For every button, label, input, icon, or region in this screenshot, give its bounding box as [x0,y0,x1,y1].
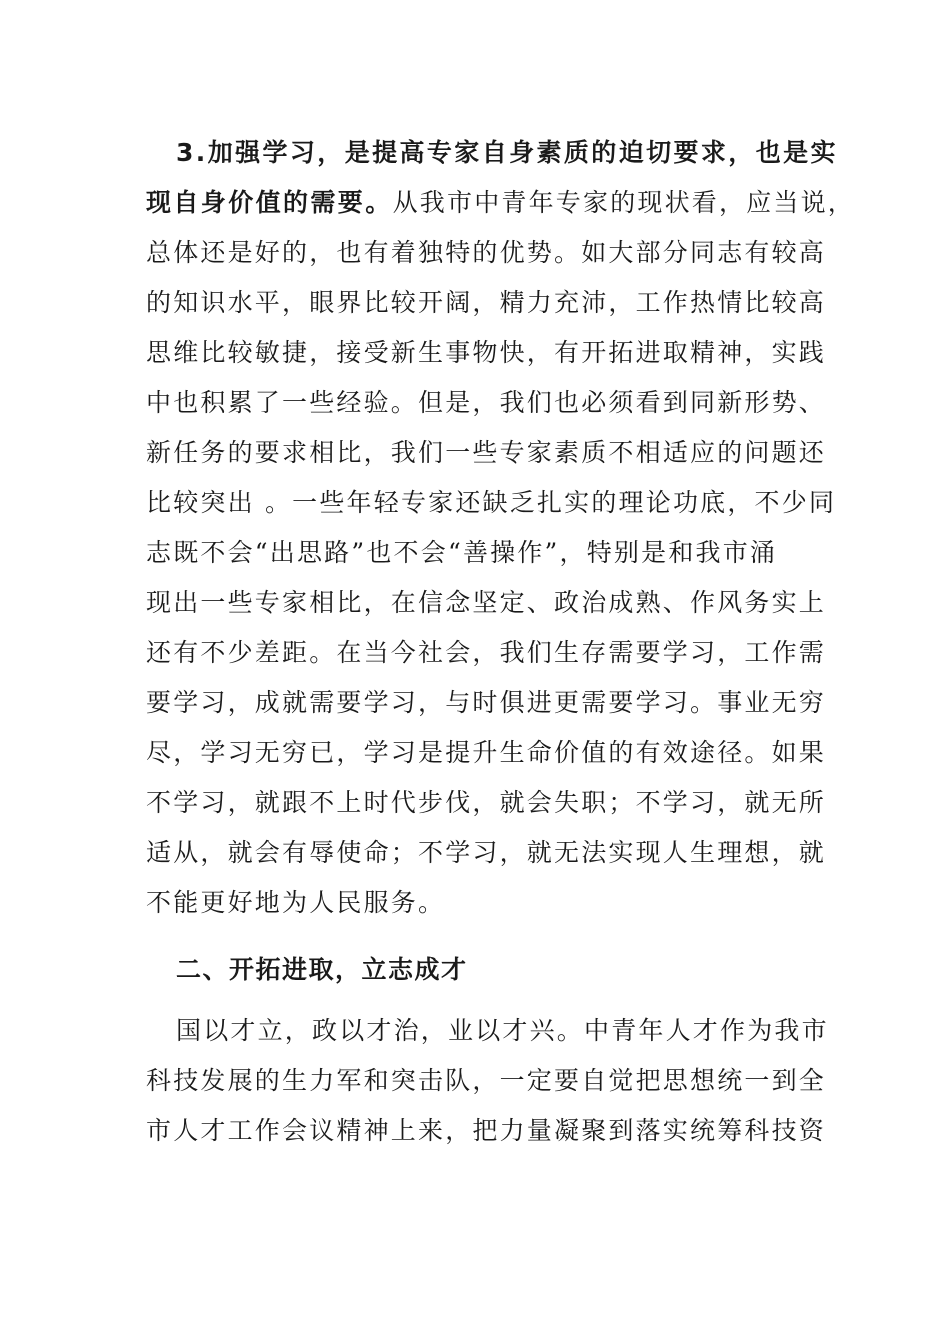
paragraph-line: 的知识水平，眼界比较开阔，精力充沛，工作热情比较高 [146,288,827,317]
paragraph-line: 尽，学习无穷已，学习是提升生命价值的有效途径。如果 [146,738,827,767]
paragraph-line: 国以才立，政以才治，业以才兴。中青年人才作为我市 [176,1016,829,1045]
paragraph-line: 还有不少差距。在当今社会，我们生存需要学习，工作需 [146,638,827,667]
paragraph-line: 中也积累了一些经验。但是，我们也必须看到同新形势、 [146,388,827,417]
paragraph-line: 总体还是好的，也有着独特的优势。如大部分同志有较高 [146,238,827,267]
paragraph-section-3 [146,128,856,928]
paragraph-line: 3.加强学习，是提高专家自身素质的迫切要求，也是实 [176,138,838,167]
body-text: 从我市中青年专家的现状看，应当说， [392,188,856,217]
paragraph-line: 科技发展的生力军和突击队，一定要自觉把思想统一到全 [146,1066,827,1095]
paragraph-line: 不能更好地为人民服务。 [146,888,446,917]
paragraph-line [146,178,856,228]
document-page [146,128,856,1156]
paragraph-line: 思维比较敏捷，接受新生事物快，有开拓进取精神，实践 [146,338,827,367]
paragraph-section-two [146,1006,829,1156]
section-heading: 二、开拓进取，立志成才 [176,955,468,984]
paragraph-line: 适从，就会有辱使命；不学习，就无法实现人生理想，就 [146,838,827,867]
paragraph-line: 志既不会“出思路”也不会“善操作”，特别是和我市涌 [146,538,778,567]
paragraph-line: 不学习，就跟不上时代步伐，就会失职；不学习，就无所 [146,788,827,817]
paragraph-line: 要学习，成就需要学习，与时俱进更需要学习。事业无穷 [146,688,827,717]
bold-lead-text: 现自身价值的需要。 [146,188,393,217]
paragraph-line: 比较突出 。一些年轻专家还缺乏扎实的理论功底，不少同 [146,488,837,517]
paragraph-line: 新任务的要求相比，我们一些专家素质不相适应的问题还 [146,438,827,467]
paragraph-line: 市人才工作会议精神上来，把力量凝聚到落实统筹科技资 [146,1116,827,1145]
paragraph-line: 现出一些专家相比，在信念坚定、政治成熟、作风务实上 [146,588,827,617]
